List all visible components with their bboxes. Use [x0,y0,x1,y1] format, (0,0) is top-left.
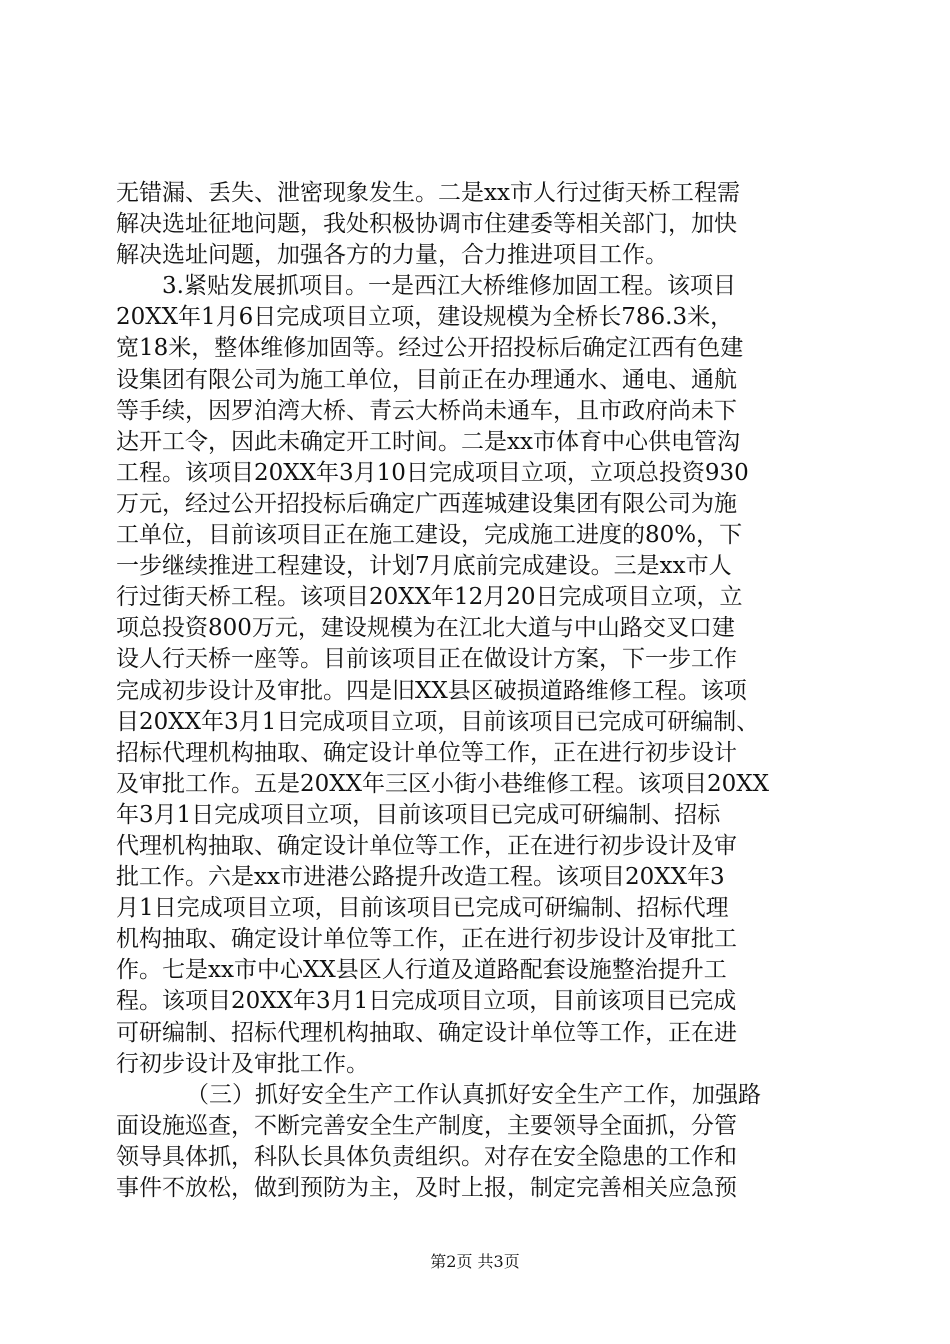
text-line-33: 事件不放松，做到预防为主，及时上报，制定完善相关应急预 [116,1175,737,1201]
text-line-3: 解决选址问题，加强各方的力量，合力推进项目工作。 [116,242,668,269]
text-line-25: 机构抽取、确定设计单位等工作，正在进行初步设计及审批工 [116,926,737,953]
text-line-16: 设人行天桥一座等。目前该项目正在做设计方案，下一步工作 [116,646,737,673]
text-line-5: 20XX年1月6日完成项目立项，建设规模为全桥长786.3米， [116,304,734,331]
body-text [116,178,846,1204]
text-line-17: 完成初步设计及审批。四是旧XX县区破损道路维修工程。该项 [116,677,747,704]
text-line-7: 设集团有限公司为施工单位，目前正在办理通水、通电、通航 [116,366,737,393]
text-line-23: 批工作。六是xx市进港公路提升改造工程。该项目20XX年3 [116,864,725,891]
text-line-29: 行初步设计及审批工作。 [116,1050,369,1077]
text-line-18: 目20XX年3月1日完成项目立项，目前该项目已完成可研编制、 [116,708,760,735]
text-line-30: （三）抓好安全生产工作认真抓好安全生产工作，加强路 [186,1081,761,1108]
text-line-4: 3.紧贴发展抓项目。一是西江大桥维修加固工程。该项目 [162,273,736,300]
text-line-8: 等手续，因罗泊湾大桥、青云大桥尚未通车，且市政府尚未下 [116,397,737,424]
page-footer: 第2页 共3页 [430,1252,520,1271]
text-line-1: 无错漏、丢失、泄密现象发生。二是xx市人行过街天桥工程需 [116,180,740,206]
text-line-27: 程。该项目20XX年3月1日完成项目立项，目前该项目已完成 [116,988,737,1015]
text-line-12: 工单位，目前该项目正在施工建设，完成施工进度的80%，下 [116,522,743,549]
text-line-32: 领导具体抓，科队长具体负责组织。对存在安全隐患的工作和 [116,1143,737,1170]
text-line-24: 月1日完成项目立项，目前该项目已完成可研编制、招标代理 [116,895,729,922]
text-line-14: 行过街天桥工程。该项目20XX年12月20日完成项目立项，立 [116,584,743,611]
text-line-21: 年3月1日完成项目立项，目前该项目已完成可研编制、招标 [116,801,721,828]
text-line-19: 招标代理机构抽取、确定设计单位等工作，正在进行初步设计 [116,739,737,766]
text-line-20: 及审批工作。五是20XX年三区小街小巷维修工程。该项目20XX [116,770,770,797]
text-line-26: 作。七是xx市中心XX县区人行道及道路配套设施整治提升工 [116,957,727,984]
text-line-6: 宽18米，整体维修加固等。经过公开招投标后确定江西有色建 [116,335,744,362]
text-line-9: 达开工令，因此未确定开工时间。二是xx市体育中心供电管沟 [116,428,740,455]
text-line-13: 一步继续推进工程建设，计划7月底前完成建设。三是xx市人 [116,553,732,580]
text-line-2: 解决选址征地问题，我处积极协调市住建委等相关部门，加快 [116,211,737,238]
text-line-28: 可研编制、招标代理机构抽取、确定设计单位等工作，正在进 [116,1019,737,1046]
text-line-31: 面设施巡查，不断完善安全生产制度，主要领导全面抓，分管 [116,1112,737,1139]
text-line-10: 工程。该项目20XX年3月10日完成项目立项，立项总投资930 [116,459,749,486]
text-line-22: 代理机构抽取、确定设计单位等工作，正在进行初步设计及审 [116,832,737,859]
text-line-11: 万元，经过公开招投标后确定广西莲城建设集团有限公司为施 [116,490,737,517]
text-line-15: 项总投资800万元，建设规模为在江北大道与中山路交叉口建 [116,615,735,642]
